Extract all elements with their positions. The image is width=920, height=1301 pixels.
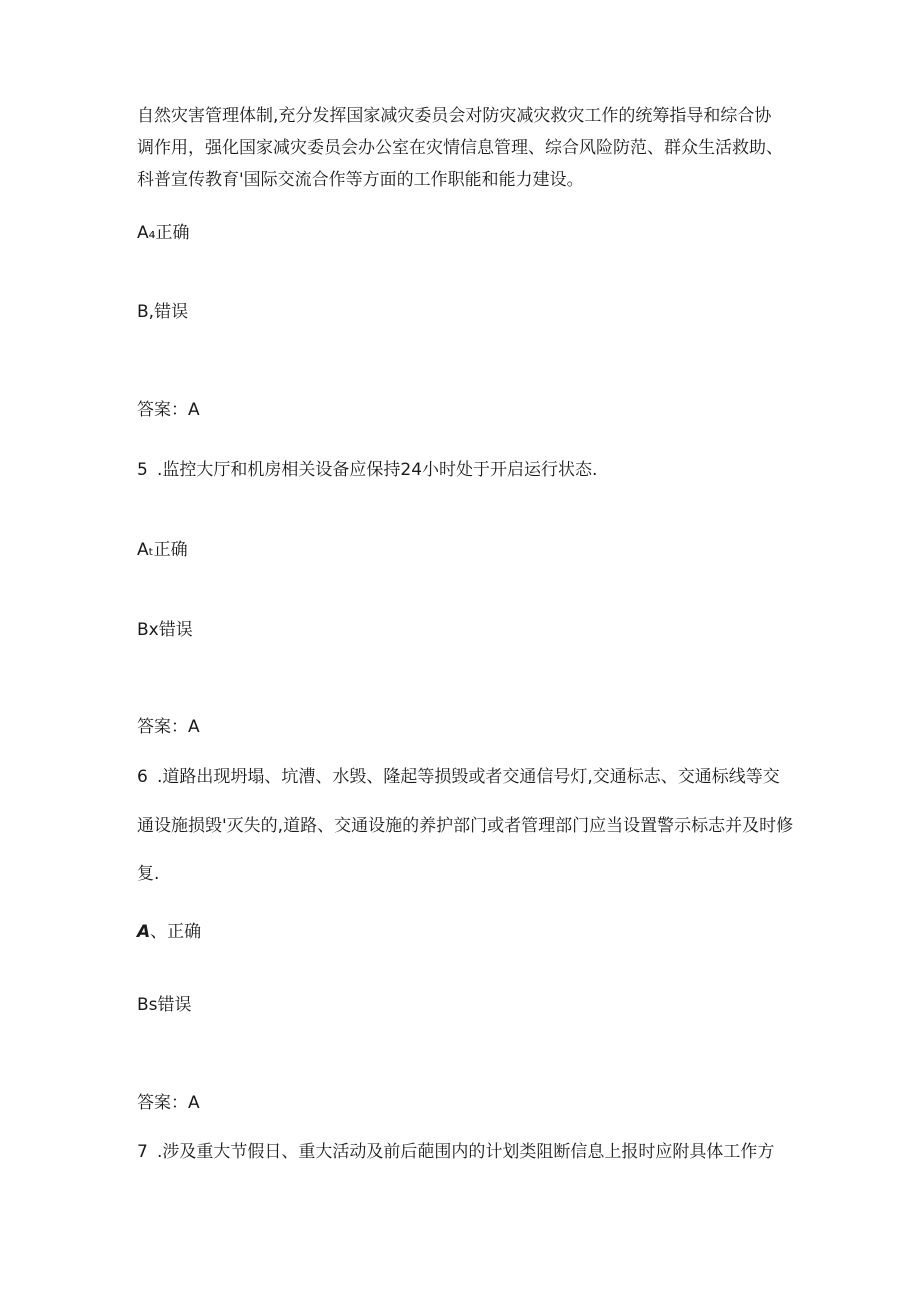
intro-line-2: 调作用，强化国家减灾委员会办公室在灾情信息管理、综合风险防范、群众生活救助、 bbox=[137, 138, 783, 158]
option-text: 、正确 bbox=[150, 922, 202, 942]
q6-answer: 答案：A bbox=[137, 1093, 200, 1113]
q6-option-a bbox=[137, 920, 201, 944]
intro-answer: 答案：A bbox=[137, 400, 200, 420]
question-text-line-1: .道路出现坍塌、坑漕、水毁、隆起等损毁或者交通信号灯,交通标志、交通标线等交 bbox=[157, 767, 780, 787]
q5-option-b: Bx错误 bbox=[137, 620, 193, 640]
question-6-line-2: 通设施损毁'灭失的,道路、交通设施的养护部门或者管理部门应当设置警示标志并及时修 bbox=[137, 816, 794, 836]
question-number: 7 bbox=[137, 1142, 148, 1162]
question-text: .监控大厅和机房相关设备应保持24小时处于开启运行状态. bbox=[157, 460, 598, 480]
question-7 bbox=[137, 1140, 774, 1164]
q5-option-a: Aₜ正确 bbox=[137, 540, 188, 560]
q6-option-b: Bs错误 bbox=[137, 995, 192, 1015]
question-6 bbox=[137, 765, 780, 789]
intro-option-a: A₄正确 bbox=[137, 223, 190, 243]
question-number: 6 bbox=[137, 767, 148, 787]
question-5 bbox=[137, 458, 597, 482]
intro-option-b: B,错误 bbox=[137, 302, 189, 322]
intro-line-1: 自然灾害管理体制,充分发挥国家减灾委员会对防灾减灾救灾工作的统筹指导和综合协 bbox=[137, 106, 772, 126]
question-number: 5 bbox=[137, 460, 148, 480]
question-text: .涉及重大节假日、重大活动及前后葩围内的计划类阻断信息上报时应附具体工作方 bbox=[157, 1142, 775, 1162]
q5-answer: 答案：A bbox=[137, 717, 200, 737]
question-6-line-3: 复. bbox=[137, 864, 160, 884]
option-letter: A bbox=[137, 922, 151, 942]
intro-line-3: 科普宣传教育'国际交流合作等方面的工作职能和能力建设。 bbox=[137, 170, 584, 190]
